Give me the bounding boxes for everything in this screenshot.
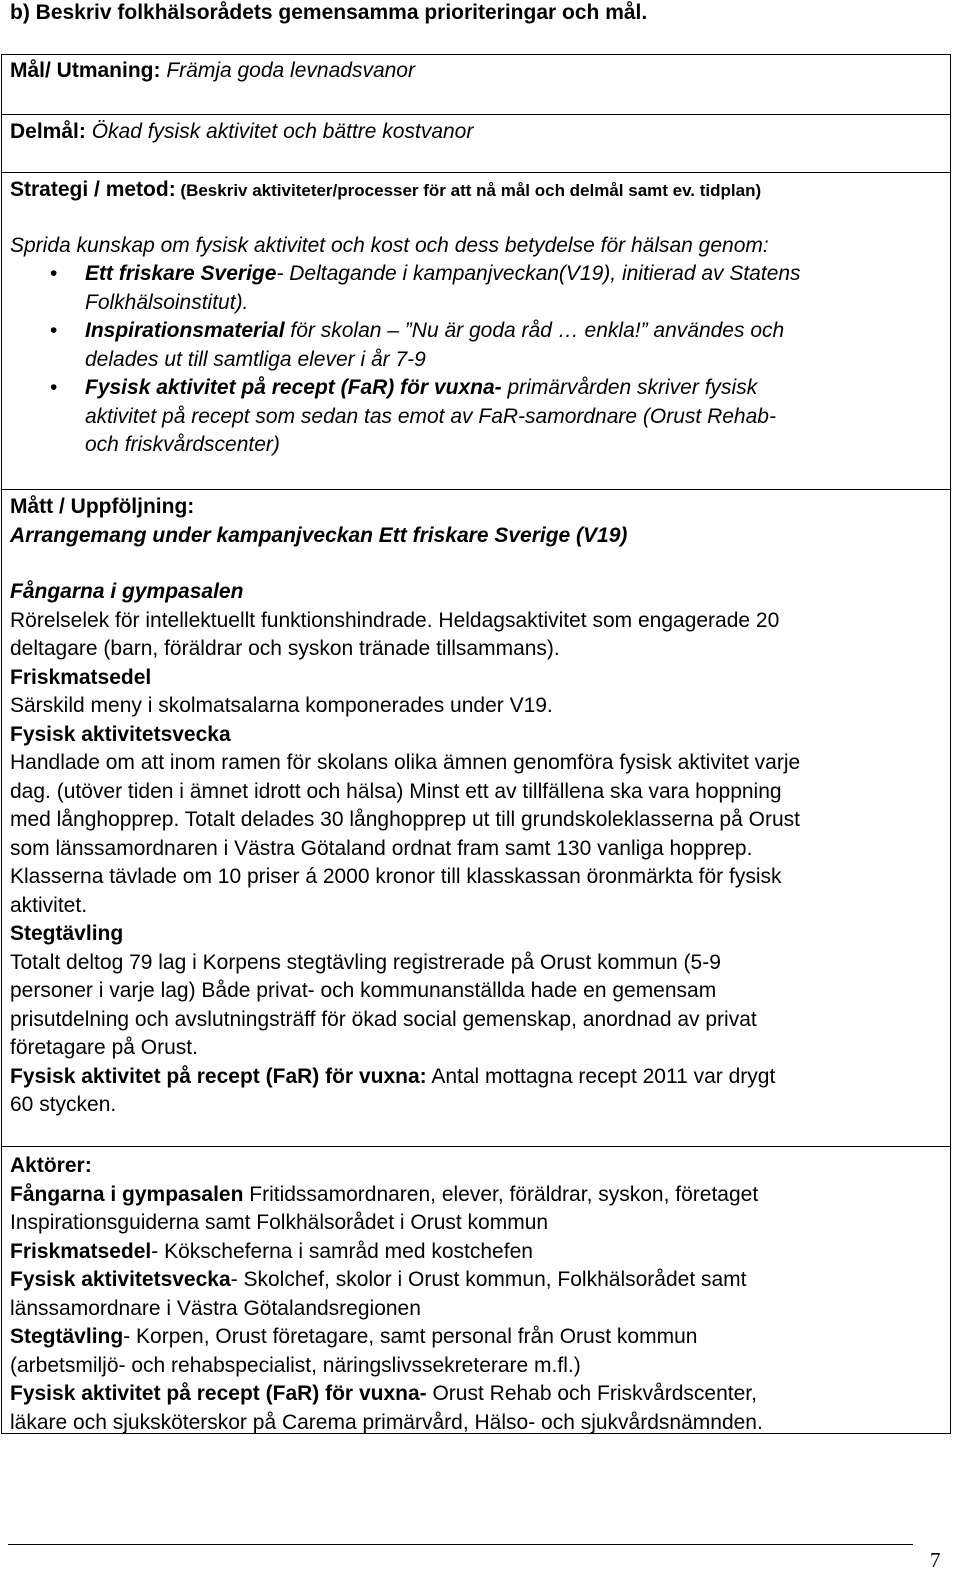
actor-text: läkare och sjuksköterskor på Carema primärvård, Hälso- och sjukvårdsnämnden. bbox=[10, 1410, 763, 1434]
measure-subtitle: Arrangemang under kampanjveckan Ett friskare Sverige (V19) bbox=[10, 523, 628, 547]
list-item bbox=[10, 374, 942, 460]
section-title: Stegtävling bbox=[10, 922, 124, 945]
far-title: Fysisk aktivitet på recept (FaR) för vuxna: bbox=[10, 1064, 427, 1088]
item-text: och friskvårdscenter) bbox=[85, 433, 280, 456]
strategy-row bbox=[2, 173, 950, 490]
actor-text: Orust Rehab och Friskvårdscenter, bbox=[426, 1382, 757, 1405]
far-text: Antal mottagna recept 2011 var drygt bbox=[426, 1064, 776, 1088]
subgoal-row bbox=[2, 115, 950, 173]
strategy-label: Strategi / metod: bbox=[10, 178, 176, 201]
section-text: deltagare (barn, föräldrar och syskon tränade tillsammans). bbox=[10, 637, 560, 660]
section-text: Klasserna tävlade om 10 priser á 2000 kronor till klasskassan öronmärkta för fysisk bbox=[10, 865, 782, 888]
far-text: 60 stycken. bbox=[10, 1093, 117, 1116]
actor-title: Stegtävling bbox=[10, 1325, 124, 1348]
section-text: företagare på Orust. bbox=[10, 1036, 198, 1059]
section-text: Rörelselek för intellektuellt funktionshindrade. Heldagsaktivitet som engagerade 20 bbox=[10, 608, 780, 632]
actors-label: Aktörer: bbox=[10, 1154, 92, 1177]
subgoal-value: Ökad fysisk aktivitet och bättre kostvanor bbox=[85, 120, 474, 143]
list-item bbox=[10, 260, 942, 317]
measure-label: Mått / Uppföljning: bbox=[10, 495, 195, 518]
actor-text: Fritidssamordnaren, elever, föräldrar, syskon, företaget bbox=[243, 1182, 759, 1206]
actor-title: Friskmatsedel bbox=[10, 1239, 152, 1263]
section-text: personer i varje lag) Både privat- och kommunanställda hade en gemensam bbox=[10, 979, 717, 1002]
strategy-intro: Sprida kunskap om fysisk aktivitet och kost och dess betydelse för hälsan genom: bbox=[10, 233, 769, 257]
section-heading: b) Beskriv folkhälsorådets gemensamma prioriteringar och mål. bbox=[10, 1, 648, 24]
section-text: dag. (utöver tiden i ämnet idrott och hälsa) Minst ett av tillfällena ska vara hoppning bbox=[10, 779, 782, 803]
section-text: Handlade om att inom ramen för skolans olika ämnen genomföra fysisk aktivitet varje bbox=[10, 751, 801, 774]
actor-text: Inspirationsguiderna samt Folkhälsorådet i Orust kommun bbox=[10, 1211, 549, 1234]
item-text: för skolan – ”Nu är goda råd … enkla!” användes och bbox=[284, 319, 785, 342]
actor-title: Fysisk aktivitet på recept (FaR) för vuxna- bbox=[10, 1382, 427, 1405]
list-item bbox=[10, 317, 942, 374]
section-text: som länssamordnaren i Västra Götaland ordnat fram samt 130 vanliga hopprep. bbox=[10, 836, 753, 860]
item-text: primärvården skriver fysisk bbox=[501, 376, 758, 399]
section-text: Totalt deltog 79 lag i Korpens stegtävling registrerade på Orust kommun (5-9 bbox=[10, 950, 721, 974]
actor-title: Fångarna i gympasalen bbox=[10, 1182, 244, 1206]
actor-text: länssamordnare i Västra Götalandsregionen bbox=[10, 1296, 421, 1320]
actor-text: (arbetsmiljö- och rehabspecialist, näringslivssekreterare m.fl.) bbox=[10, 1353, 581, 1377]
item-title: Inspirationsmaterial bbox=[85, 319, 285, 342]
section-title: Friskmatsedel bbox=[10, 665, 152, 689]
section-title: Fysisk aktivitetsvecka bbox=[10, 722, 231, 746]
page-number: 7 bbox=[930, 1548, 941, 1572]
priorities-table bbox=[1, 54, 951, 1434]
item-text: Folkhälsoinstitut). bbox=[85, 290, 249, 314]
section-text: prisutdelning och avslutningsträff för ökad social gemenskap, anordnad av privat bbox=[10, 1007, 757, 1031]
section-text: aktivitet. bbox=[10, 893, 88, 917]
actor-title: Fysisk aktivitetsvecka bbox=[10, 1268, 231, 1291]
actors-row bbox=[2, 1147, 950, 1433]
measure-row bbox=[2, 490, 950, 1147]
item-text: aktivitet på recept som sedan tas emot av FaR-samordnare (Orust Rehab- bbox=[85, 404, 776, 428]
item-text: delades ut till samtliga elever i år 7-9 bbox=[85, 347, 426, 371]
section-text: Särskild meny i skolmatsalarna komponerades under V19. bbox=[10, 694, 553, 717]
goal-row bbox=[2, 55, 950, 115]
item-title: Fysisk aktivitet på recept (FaR) för vuxna- bbox=[85, 376, 502, 399]
section-title: Fångarna i gympasalen bbox=[10, 580, 244, 603]
item-text: - Deltagande i kampanjveckan(V19), initierad av Statens bbox=[276, 262, 801, 285]
actor-text: - Skolchef, skolor i Orust kommun, Folkhälsorådet samt bbox=[230, 1268, 747, 1291]
footer-divider bbox=[8, 1544, 913, 1545]
subgoal-label: Delmål: bbox=[10, 120, 86, 143]
actor-text: - Korpen, Orust företagare, samt personal från Orust kommun bbox=[123, 1325, 698, 1348]
strategy-hint: (Beskriv aktiviteter/processer för att nå mål och delmål samt ev. tidplan) bbox=[175, 181, 762, 200]
goal-label: Mål/ Utmaning: bbox=[10, 59, 161, 82]
actor-text: - Kökscheferna i samråd med kostchefen bbox=[151, 1239, 533, 1263]
item-title: Ett friskare Sverige bbox=[85, 262, 277, 285]
goal-value: Främja goda levnadsvanor bbox=[160, 59, 415, 82]
strategy-list bbox=[10, 260, 942, 460]
section-text: med långhopprep. Totalt delades 30 långhopprep ut till grundskoleklasserna på Orust bbox=[10, 808, 800, 831]
